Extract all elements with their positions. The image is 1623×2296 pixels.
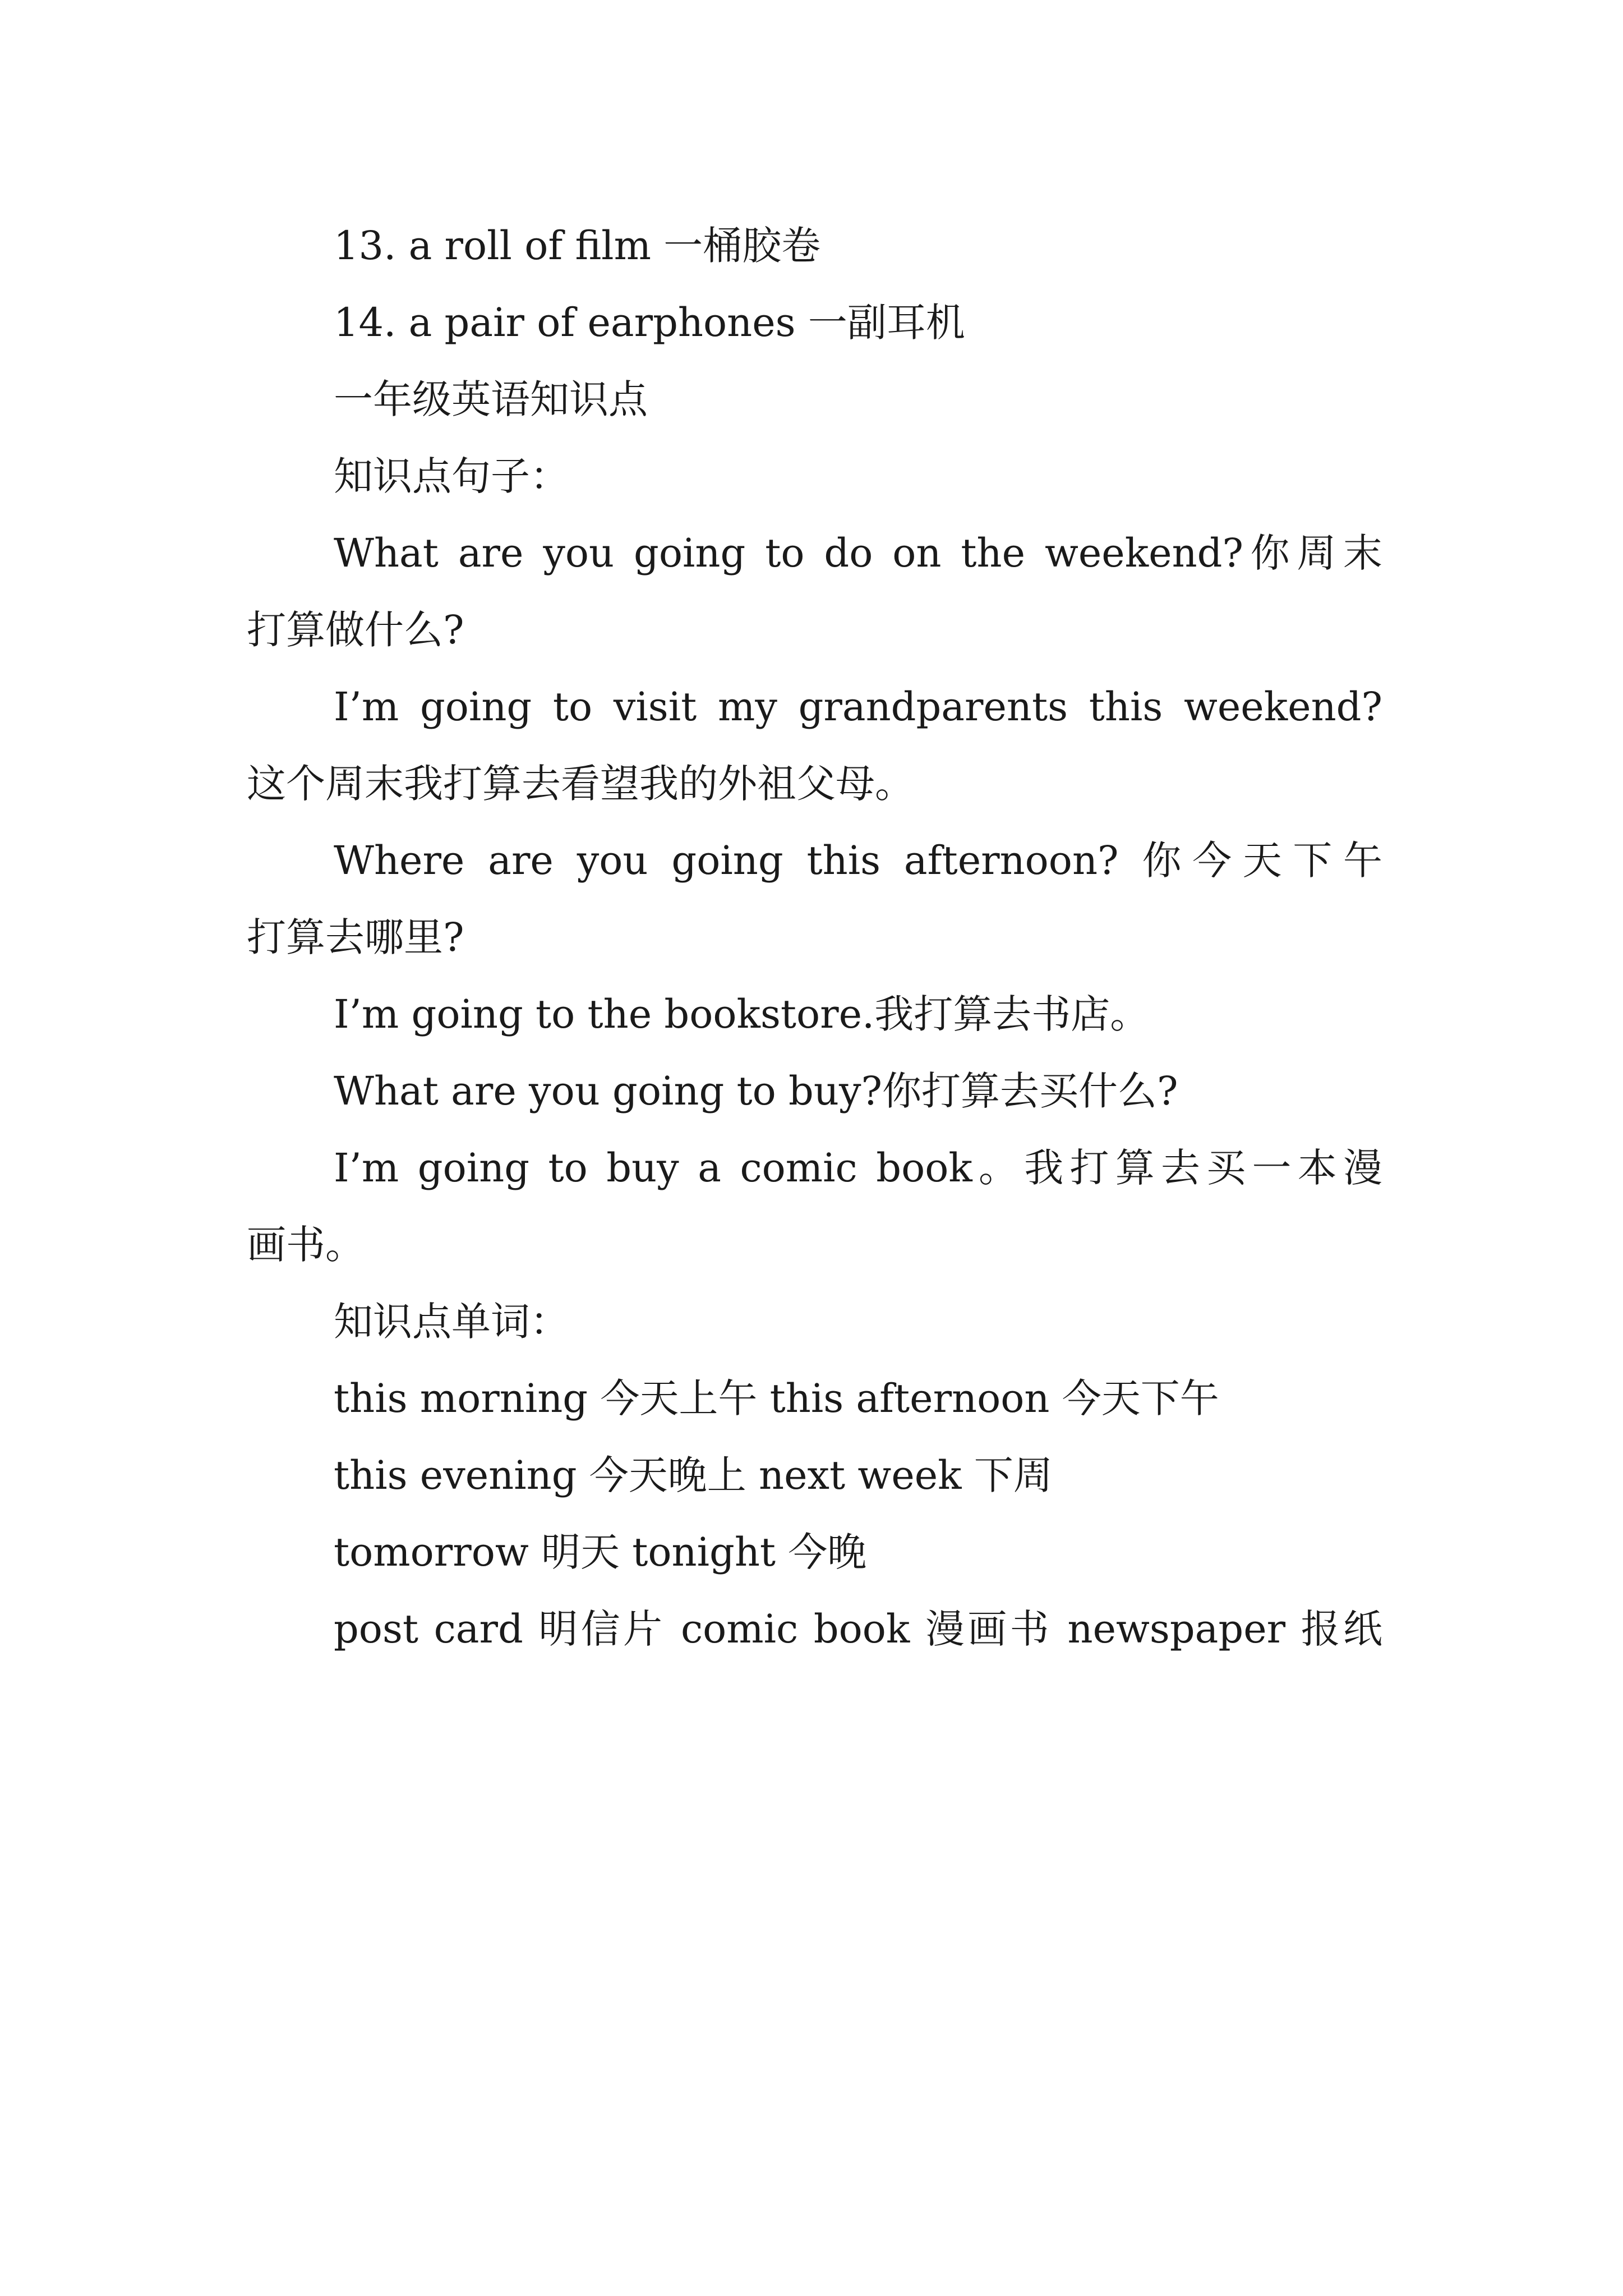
paragraph-line: this evening 今天晚上 next week 下周	[334, 1452, 1053, 1498]
subheading: 知识点句子：	[334, 453, 569, 499]
paragraph-line: 打算去哪里?	[247, 914, 464, 960]
subheading-words	[247, 1283, 1382, 1360]
sentence-bookstore-answer	[247, 976, 1382, 1053]
words-row-2	[247, 1437, 1382, 1514]
section-heading	[247, 361, 1382, 438]
paragraph-line: I’m going to buy a comic book。我打算去买一本漫	[334, 1145, 1382, 1191]
paragraph-line: 打算做什么?	[247, 607, 464, 653]
sentence-buy-answer	[247, 1130, 1382, 1283]
subheading-sentences	[247, 438, 1382, 515]
paragraph-line: 14. a pair of earphones 一副耳机	[334, 300, 965, 346]
sentence-buy-question	[247, 1053, 1382, 1130]
document-body	[247, 208, 1382, 1668]
sentence-weekend-question	[247, 515, 1382, 669]
paragraph-line: this morning 今天上午 this afternoon 今天下午	[334, 1375, 1219, 1421]
sentence-weekend-answer	[247, 669, 1382, 822]
paragraph-line: I’m going to visit my grandparents this weekend?	[334, 684, 1382, 730]
paragraph-line: 这个周末我打算去看望我的外祖父母。	[247, 761, 914, 807]
section-title: 一年级英语知识点	[334, 376, 648, 422]
sentence-afternoon-question	[247, 822, 1382, 976]
paragraph-line: post card 明信片 comic book 漫画书 newspaper 报纸	[334, 1606, 1382, 1652]
vocab-item-14	[247, 284, 1382, 361]
subheading: 知识点单词：	[334, 1299, 569, 1345]
words-row-1	[247, 1360, 1382, 1437]
words-row-4	[247, 1591, 1382, 1668]
paragraph-line: What are you going to buy?你打算去买什么?	[334, 1068, 1178, 1114]
paragraph-line: What are you going to do on the weekend?你周末	[334, 530, 1382, 576]
vocab-item-13	[247, 208, 1382, 284]
words-row-3	[247, 1514, 1382, 1591]
paragraph-line: Where are you going this afternoon? 你今天下午	[334, 838, 1382, 884]
paragraph-line: 13. a roll of film 一桶胶卷	[334, 223, 821, 269]
paragraph-line: I’m going to the bookstore.我打算去书店。	[334, 991, 1150, 1037]
paragraph-line: tomorrow 明天 tonight 今晚	[334, 1529, 867, 1575]
paragraph-line: 画书。	[247, 1222, 365, 1268]
